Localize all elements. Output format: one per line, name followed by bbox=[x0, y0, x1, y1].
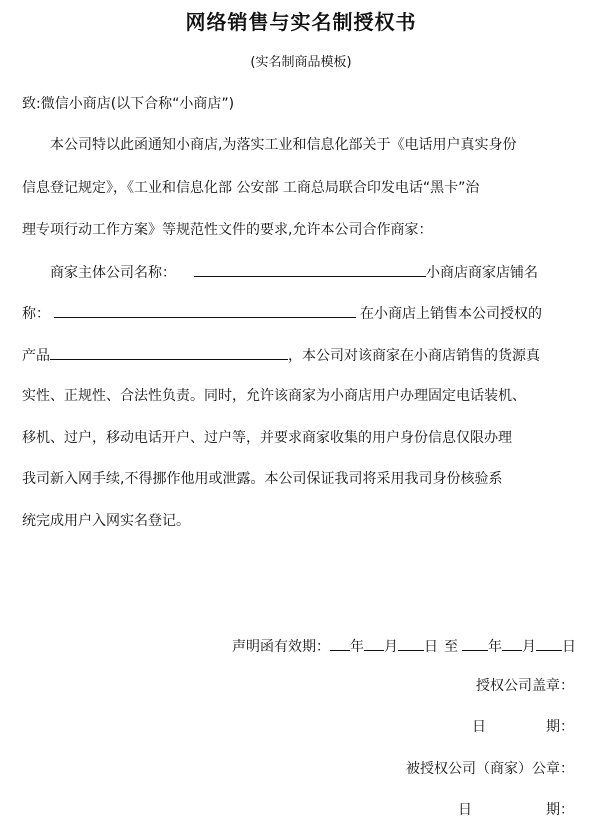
document-subtitle: (实名制商品模板) bbox=[250, 55, 352, 70]
validity-to: 至 bbox=[444, 639, 458, 655]
authorized-date-label-1: 日 bbox=[458, 802, 472, 818]
authorizer-date-label-2: 期： bbox=[546, 719, 574, 735]
end-day-blank bbox=[536, 636, 562, 651]
validity-label: 声明函有效期： bbox=[232, 639, 330, 655]
end-day-label: 日 bbox=[562, 639, 576, 655]
start-day-blank bbox=[398, 636, 424, 651]
para2-line-7: 统完成用户入网实名登记。 bbox=[22, 513, 190, 529]
start-month-label: 月 bbox=[384, 639, 398, 655]
start-year-label: 年 bbox=[350, 639, 364, 655]
store-name-label-start: 小商店商家店铺名 bbox=[426, 265, 538, 281]
authorized-date-label-2: 期： bbox=[546, 802, 574, 818]
greeting-line: 致:微信小商店(以下合称“小商店”) bbox=[22, 96, 235, 112]
validity-line bbox=[232, 636, 576, 656]
para1-line-3: 理专项行动工作方案》等规范性文件的要求,允许本公司合作商家： bbox=[22, 222, 433, 238]
company-name-blank bbox=[194, 262, 426, 277]
para2-line-5: 移机、过户，移动电话开户、过户等，并要求商家收集的用户身份信息仅限办理 bbox=[22, 430, 512, 446]
para2-line-3 bbox=[22, 345, 540, 365]
para1-line-1: 本公司特以此函通知小商店,为落实工业和信息化部关于《电话用户真实身份 bbox=[50, 137, 517, 153]
authorizer-date-label-1: 日 bbox=[472, 719, 486, 735]
product-blank bbox=[50, 345, 288, 360]
store-name-label-end: 称： bbox=[22, 306, 50, 322]
para2-line-1 bbox=[50, 262, 538, 282]
end-month-label: 月 bbox=[522, 639, 536, 655]
end-year-label: 年 bbox=[488, 639, 502, 655]
para2-line-3-tail: ，本公司对该商家在小商店销售的货源真 bbox=[288, 348, 540, 364]
end-month-blank bbox=[502, 636, 522, 651]
para2-line-2-tail: 在小商店上销售本公司授权的 bbox=[360, 306, 542, 322]
document-title: 网络销售与实名制授权书 bbox=[185, 10, 417, 34]
para2-line-6: 我司新入网手续,不得挪作他用或泄露。本公司保证我司将采用我司身份核验系 bbox=[22, 471, 503, 487]
start-day-label: 日 bbox=[424, 639, 438, 655]
end-year-blank bbox=[462, 636, 488, 651]
start-month-blank bbox=[364, 636, 384, 651]
company-name-label: 商家主体公司名称： bbox=[50, 265, 176, 281]
authorized-seal-label: 被授权公司（商家）公章： bbox=[406, 761, 574, 777]
para2-line-2 bbox=[22, 303, 542, 323]
start-year-blank bbox=[330, 636, 350, 651]
para1-line-2: 信息登记规定》，《工业和信息化部 公安部 工商总局联合印发电话“黑卡”治 bbox=[22, 180, 480, 196]
para2-line-4: 实性、正规性、合法性负责。同时，允许该商家为小商店用户办理固定电话装机、 bbox=[22, 388, 526, 404]
product-label: 产品 bbox=[22, 348, 50, 364]
authorizer-seal-label: 授权公司盖章： bbox=[476, 678, 574, 694]
store-name-blank bbox=[54, 303, 356, 318]
